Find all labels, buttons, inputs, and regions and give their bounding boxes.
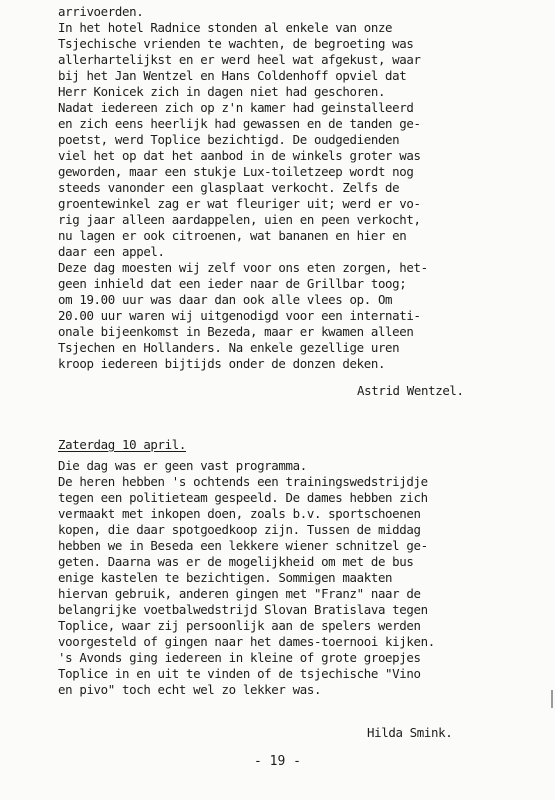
text-line: Nadat iedereen zich op z'n kamer had geinstalleerd [58,100,414,115]
text-line: De heren hebben 's ochtends een trainingswedstrijdje [58,474,428,489]
text-line: en pivo" toch echt wel zo lekker was. [58,682,322,697]
text-line: 20.00 uur waren wij uitgenodigd voor een internati- [58,308,421,323]
scan-edge-mark [551,690,553,708]
text-line: groentewinkel zag er wat fleuriger uit; werd er vo- [58,196,421,211]
text-line: hebben we in Beseda een lekkere wiener schnitzel ge- [58,538,428,553]
signature-astrid-wentzel: Astrid Wentzel. [357,383,464,398]
text-line: Herr Konicek zich in dagen niet had geschoren. [58,84,386,99]
text-line: enige kastelen te bezichtigen. Sommigen maakten [58,570,393,585]
section-heading-date: Zaterdag 10 april. [58,437,186,452]
text-line: vermaakt met inkopen doen, zoals b.v. sportschoenen [58,506,421,521]
text-line: om 19.00 uur was daar dan ook alle vlees op. Om [58,292,393,307]
text-line: geten. Daarna was er de mogelijkheid om met de bus [58,554,414,569]
text-line: hiervan gebruik, anderen gingen met "Franz" naar de [58,586,421,601]
text-line: Die dag was er geen vast programma. [58,458,307,473]
text-line: nu lagen er ook citroenen, wat bananen en hier en [58,228,407,243]
text-line: kroop iedereen bijtijds onder de donzen deken. [58,356,386,371]
text-line: In het hotel Radnice stonden al enkele van onze [58,20,393,35]
text-line: Toplice in en uit te vinden of de tsjechische "Vino [58,666,421,681]
text-line: tegen een politieteam gespeeld. De dames hebben zich [58,490,428,505]
text-line: steeds vanonder een glasplaat verkocht. Zelfs de [58,180,400,195]
text-line: daar een appel. [58,244,165,259]
text-line: arrivoerden. [58,4,144,19]
text-line: Deze dag moesten wij zelf voor ons eten zorgen, het- [58,260,428,275]
text-line: rig jaar alleen aardappelen, uien en peen verkocht, [58,212,421,227]
text-line: 's Avonds ging iedereen in kleine of grote groepjes [58,650,421,665]
text-line: belangrijke voetbalwedstrijd Slovan Bratislava tegen [58,602,428,617]
page-number: - 19 - [254,754,301,769]
text-line: allerhartelijkst en er werd heel wat afgekust, waar [58,52,421,67]
text-line: Tsjechen en Hollanders. Na enkele gezellige uren [58,340,400,355]
text-line: kopen, die daar spotgoedkoop zijn. Tussen de middag [58,522,421,537]
text-line: onale bijeenkomst in Bezeda, maar er kwamen alleen [58,324,414,339]
text-line: geen inhield dat een ieder naar de Grillbar toog; [58,276,407,291]
text-line: viel het op dat het aanbod in de winkels groter was [58,148,421,163]
text-line: voorgesteld of gingen naar het dames-toernooi kijken. [58,634,435,649]
signature-hilda-smink: Hilda Smink. [367,725,453,740]
text-line: en zich eens heerlijk had gewassen en de tanden ge- [58,116,421,131]
text-line: bij het Jan Wentzel en Hans Coldenhoff opviel dat [58,68,407,83]
text-line: poetst, werd Toplice bezichtigd. De oudgedienden [58,132,400,147]
text-line: Toplice, waar zij persoonlijk aan de spelers werden [58,618,421,633]
text-line: geworden, maar een stukje Lux-toiletzeep wordt nog [58,164,414,179]
text-line: Tsjechische vrienden te wachten, de begroeting was [58,36,414,51]
